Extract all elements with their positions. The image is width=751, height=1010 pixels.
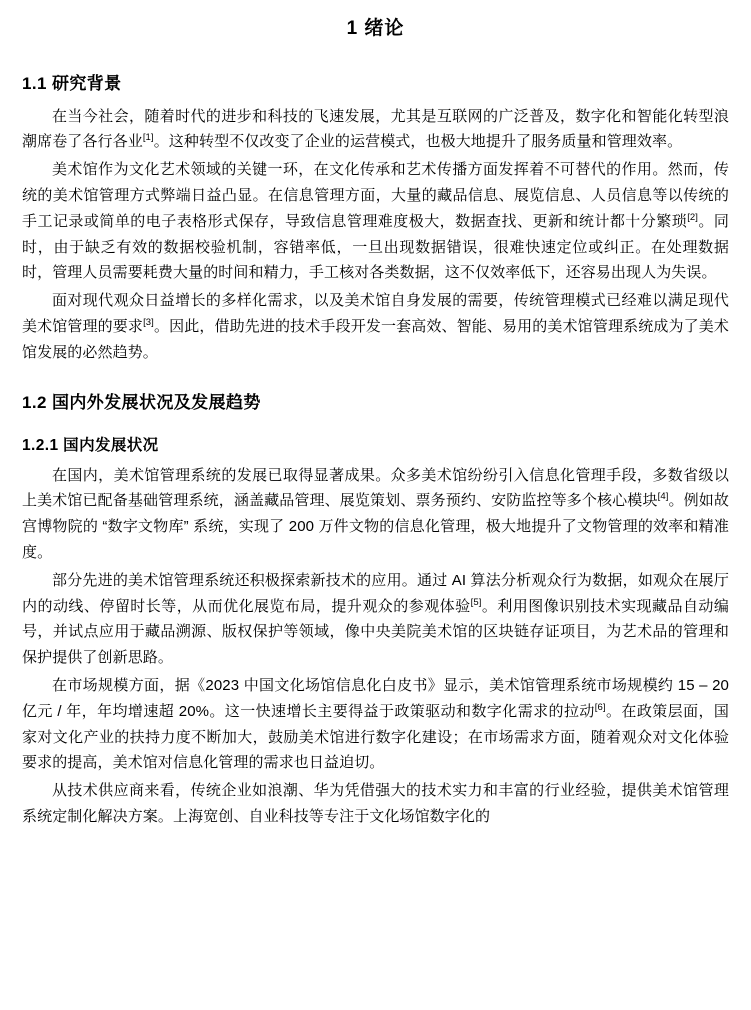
subsection-heading-1-2-1: 1.2.1 国内发展状况 xyxy=(22,436,159,454)
paragraph: 在当今社会，随着时代的进步和科技的飞速发展，尤其是互联网的广泛普及，数字化和智能化转型浪潮席卷了各行各业[1]。这种转型不仅改变了企业的运营模式，也极大地提升了服务质量和管理效率。 xyxy=(22,107,729,151)
paragraph: 从技术供应商来看，传统企业如浪潮、华为凭借强大的技术实力和丰富的行业经验，提供美术馆管理系统定制化解决方案。上海宽创、自业科技等专注于文化场馆数字化的 xyxy=(22,782,729,825)
paragraph: 美术馆作为文化艺术领域的关键一环，在文化传承和艺术传播方面发挥着不可替代的作用。然而，传统的美术馆管理方式弊端日益凸显。在信息管理方面，大量的藏品信息、展览信息、人员信息等以传统的手工记录或简单的电子表格形式保存，导致信息管理难度极大，数据查找、更新和统计都十分繁琐[2]。同时，由于缺乏有效的数据校验机制，容错率低，一旦出现数据错误，很难快速定位或纠正。在处理数据时，管理人员需要耗费大量的时间和精力，手工核对各类数据，这不仅效率低下，还容易出现人为失误。 xyxy=(22,161,730,282)
paragraph: 在国内，美术馆管理系统的发展已取得显著成果。众多美术馆纷纷引入信息化管理手段，多数省级以上美术馆已配备基础管理系统，涵盖藏品管理、展览策划、票务预约、安防监控等多个核心模块[4]。例如故宫博物院的 “数字文物库” 系统，实现了 200 万件文物的信息化管理，极大地提升了文物管理的效率和精准度。 xyxy=(22,466,729,561)
section-heading-1-2: 1.2 国内外发展状况及发展趋势 xyxy=(22,392,261,412)
section-heading-1-1: 1.1 研究背景 xyxy=(22,73,122,93)
paragraph: 部分先进的美术馆管理系统还积极探索新技术的应用。通过 AI 算法分析观众行为数据，如观众在展厅内的动线、停留时长等，从而优化展览布局，提升观众的参观体验[5]。利用图像识别技术实现藏品自动编号，并试点应用于藏品溯源、版权保护等领域，像中央美院美术馆的区块链存证项目，为艺术品的管理和保护提供了创新思路。 xyxy=(22,571,729,667)
chapter-title: 1 绪论 xyxy=(346,18,405,39)
paragraph: 在市场规模方面，据《2023 中国文化场馆信息化白皮书》显示，美术馆管理系统市场规模约 15 – 20 亿元 / 年，年均增速超 20%。这一快速增长主要得益于政策驱动和数字化需求的拉动[6]。在政策层面，国家对文化产业的扶持力度不断加大，鼓励美术馆进行数字化建设；在市场需求方面，随着观众对文化体验要求的提高，美术馆对信息化管理的需求也日益迫切。 xyxy=(22,676,729,772)
paragraph: 面对现代观众日益增长的多样化需求，以及美术馆自身发展的需要，传统管理模式已经难以满足现代美术馆管理的要求[3]。因此，借助先进的技术手段开发一套高效、智能、易用的美术馆管理系统成为了美术馆发展的必然趋势。 xyxy=(22,292,729,361)
